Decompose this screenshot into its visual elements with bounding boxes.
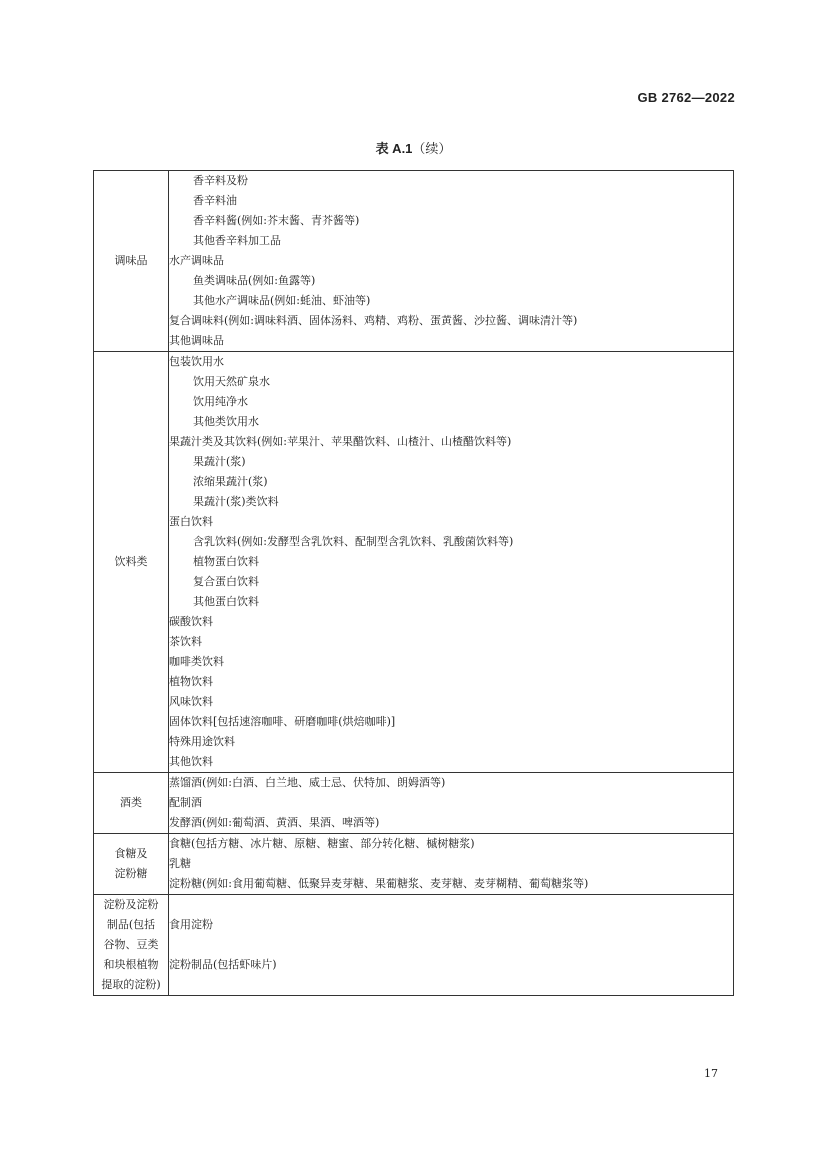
list-item: 果蔬汁(浆) bbox=[193, 455, 246, 468]
list-item: 其他饮料 bbox=[169, 755, 213, 768]
list-item: 鱼类调味品(例如:鱼露等) bbox=[193, 274, 316, 287]
list-item: 淀粉制品(包括虾味片) bbox=[169, 958, 277, 971]
list-item: 其他类饮用水 bbox=[193, 415, 259, 428]
category-label-line: 和块根植物 bbox=[103, 958, 159, 971]
category-label-line: 谷物、豆类 bbox=[103, 938, 159, 951]
list-item: 香辛料酱(例如:芥末酱、青芥酱等) bbox=[193, 214, 360, 227]
list-item: 浓缩果蔬汁(浆) bbox=[193, 475, 268, 488]
category-cell bbox=[94, 834, 169, 895]
list-item: 咖啡类饮料 bbox=[169, 655, 224, 668]
category-label: 饮料类 bbox=[114, 555, 148, 568]
table-row bbox=[94, 834, 734, 895]
list-item: 配制酒 bbox=[169, 796, 202, 809]
list-item: 果蔬汁(浆)类饮料 bbox=[193, 495, 279, 508]
list-item: 发酵酒(例如:葡萄酒、黄酒、果酒、啤酒等) bbox=[169, 816, 380, 829]
list-item: 香辛料及粉 bbox=[193, 174, 248, 187]
list-item: 固体饮料[包括速溶咖啡、研磨咖啡(烘焙咖啡)] bbox=[169, 715, 396, 728]
category-label-line: 淀粉糖 bbox=[114, 867, 148, 880]
list-item: 食用淀粉 bbox=[169, 918, 213, 931]
list-item: 果蔬汁类及其饮料(例如:苹果汁、苹果醋饮料、山楂汁、山楂醋饮料等) bbox=[169, 435, 512, 448]
category-label-line: 淀粉及淀粉 bbox=[103, 898, 159, 911]
table-title-prefix: 表 A.1 bbox=[375, 141, 413, 156]
list-item: 茶饮料 bbox=[169, 635, 202, 648]
items-cell bbox=[169, 773, 734, 834]
list-item: 其他香辛料加工品 bbox=[193, 234, 281, 247]
standard-number: GB 2762—2022 bbox=[637, 90, 735, 105]
list-item: 植物蛋白饮料 bbox=[193, 555, 259, 568]
list-item: 饮用天然矿泉水 bbox=[193, 375, 270, 388]
list-item: 含乳饮料(例如:发酵型含乳饮料、配制型含乳饮料、乳酸菌饮料等) bbox=[193, 535, 514, 548]
items-cell bbox=[169, 352, 734, 773]
list-item: 淀粉糖(例如:食用葡萄糖、低聚异麦芽糖、果葡糖浆、麦芽糖、麦芽糊精、葡萄糖浆等) bbox=[169, 877, 589, 890]
list-item: 水产调味品 bbox=[169, 254, 224, 267]
items-cell bbox=[169, 895, 734, 996]
list-item: 碳酸饮料 bbox=[169, 615, 213, 628]
category-label-line: 提取的淀粉) bbox=[101, 978, 161, 991]
category-label-line: 制品(包括 bbox=[106, 918, 156, 931]
list-item: 特殊用途饮料 bbox=[169, 735, 235, 748]
list-item: 复合蛋白饮料 bbox=[193, 575, 259, 588]
table-title-suffix: （续） bbox=[412, 142, 452, 157]
table-row bbox=[94, 352, 734, 773]
table-row bbox=[94, 171, 734, 352]
list-item: 乳糖 bbox=[169, 857, 191, 870]
items-cell bbox=[169, 834, 734, 895]
category-label: 调味品 bbox=[114, 254, 148, 267]
category-cell bbox=[94, 352, 169, 773]
table-row bbox=[94, 773, 734, 834]
list-item: 复合调味料(例如:调味料酒、固体汤料、鸡精、鸡粉、蛋黄酱、沙拉酱、调味清汁等) bbox=[169, 314, 578, 327]
list-item: 植物饮料 bbox=[169, 675, 213, 688]
list-item: 其他调味品 bbox=[169, 334, 224, 347]
items-cell bbox=[169, 171, 734, 352]
food-category-table bbox=[93, 170, 734, 996]
table-title bbox=[0, 138, 827, 157]
list-item: 饮用纯净水 bbox=[193, 395, 248, 408]
list-item: 食糖(包括方糖、冰片糖、原糖、糖蜜、部分转化糖、槭树糖浆) bbox=[169, 837, 475, 850]
spacer bbox=[169, 935, 733, 955]
list-item: 风味饮料 bbox=[169, 695, 213, 708]
list-item: 其他水产调味品(例如:蚝油、虾油等) bbox=[193, 294, 371, 307]
list-item: 包装饮用水 bbox=[169, 355, 224, 368]
list-item: 蛋白饮料 bbox=[169, 515, 213, 528]
category-cell bbox=[94, 171, 169, 352]
list-item: 蒸馏酒(例如:白酒、白兰地、威士忌、伏特加、朗姆酒等) bbox=[169, 776, 446, 789]
list-item: 其他蛋白饮料 bbox=[193, 595, 259, 608]
category-cell bbox=[94, 773, 169, 834]
category-label-line: 食糖及 bbox=[114, 847, 148, 860]
page-number: 17 bbox=[704, 1067, 718, 1080]
table-row bbox=[94, 895, 734, 996]
category-label: 酒类 bbox=[120, 796, 142, 809]
list-item: 香辛料油 bbox=[193, 194, 237, 207]
category-cell bbox=[94, 895, 169, 996]
